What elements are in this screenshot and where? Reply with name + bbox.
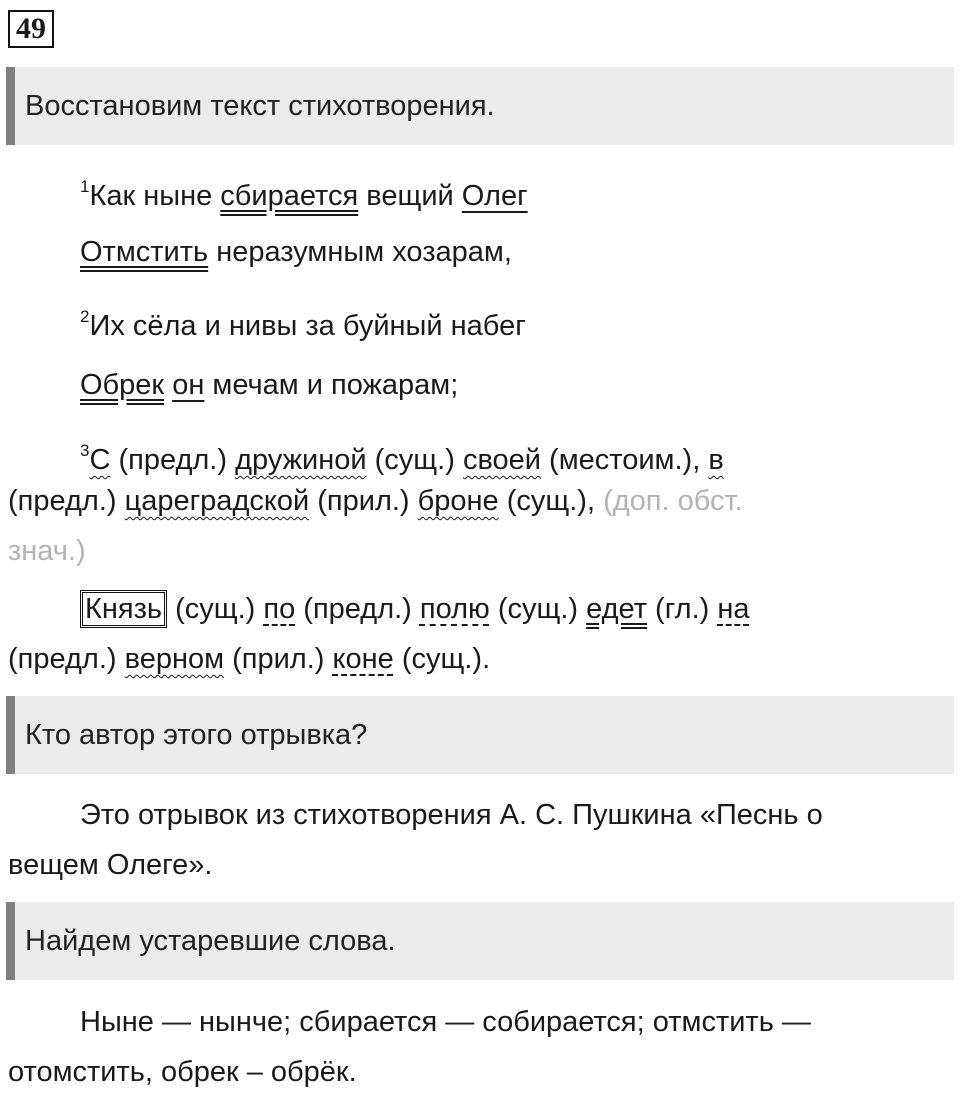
sentence-number: 2: [80, 307, 90, 326]
text: мечам и пожарам;: [204, 369, 459, 401]
pos-label: (предл.): [295, 593, 420, 625]
pos-label: (сущ.): [489, 593, 587, 625]
pos-label: (прил.): [309, 485, 418, 517]
boxed-subject-word: Князь: [80, 590, 167, 628]
poem-line-5: [80, 434, 724, 477]
task-number: 49: [8, 10, 54, 48]
poem-line-9: [8, 642, 490, 676]
object-word: на: [717, 593, 750, 625]
pos-label: (предл.): [8, 485, 125, 517]
circumstance-word: по: [263, 593, 296, 625]
section-heading-restore: Восстановим текст стихотворения.: [6, 67, 954, 145]
poem-line-1: [80, 170, 528, 213]
object-word: коне: [332, 643, 394, 675]
poem-line-3: [80, 300, 526, 343]
predicate-word: Обрек: [80, 369, 165, 401]
poem-line-2: [80, 235, 512, 269]
pos-label: (сущ.): [366, 444, 463, 476]
sentence-number: 1: [80, 177, 90, 196]
archaic-answer-line-1: Ныне — нынче; сбирается — собирается; отмстить —: [80, 1006, 811, 1038]
poem-line-8: [80, 592, 750, 626]
author-answer-line-1: Это отрывок из стихотворения А. С. Пушкина «Песнь о: [80, 799, 823, 831]
pos-label: (сущ.): [167, 593, 264, 625]
pos-label: (предл.): [8, 643, 125, 675]
text: Их сёла и нивы за буйный набег: [89, 310, 526, 342]
text: [164, 369, 172, 401]
author-answer-line-2: вещем Олеге».: [8, 849, 213, 881]
modifier-word: в: [708, 444, 724, 476]
modifier-word: С: [89, 444, 111, 476]
modifier-word: дружиной: [235, 444, 367, 476]
subject-word: Олег: [461, 180, 528, 212]
poem-line-7: [8, 534, 86, 568]
text: Как ныне: [89, 180, 221, 212]
poem-line-6: [8, 484, 743, 518]
circumstance-word: полю: [419, 593, 490, 625]
text: вещий: [358, 180, 462, 212]
modifier-word: верном: [124, 643, 225, 675]
section-heading-archaic: Найдем устаревшие слова.: [6, 902, 954, 980]
pos-label: (сущ.),: [498, 485, 604, 517]
poem-line-4: [80, 368, 458, 402]
grey-note: (доп. обст.: [603, 485, 743, 517]
predicate-word: едет: [586, 593, 647, 625]
pos-label: (прил.): [224, 643, 333, 675]
text: неразумным хозарам,: [208, 236, 512, 268]
subject-word: он: [172, 369, 205, 401]
pos-label: (предл.): [110, 444, 236, 476]
predicate-word: сбирается: [220, 180, 359, 212]
predicate-word: Отмстить: [80, 236, 209, 268]
grey-note: знач.): [8, 535, 86, 567]
pos-label: (сущ.).: [393, 643, 491, 675]
sentence-number: 3: [80, 441, 90, 460]
pos-label: (гл.): [647, 593, 718, 625]
pos-label: (местоим.),: [540, 444, 709, 476]
modifier-word: броне: [417, 485, 499, 517]
archaic-answer-line-2: отомстить, обрек – обрёк.: [8, 1056, 357, 1088]
modifier-word: своей: [462, 444, 541, 476]
modifier-word: цареградской: [124, 485, 310, 517]
section-heading-author: Кто автор этого отрывка?: [6, 696, 954, 774]
